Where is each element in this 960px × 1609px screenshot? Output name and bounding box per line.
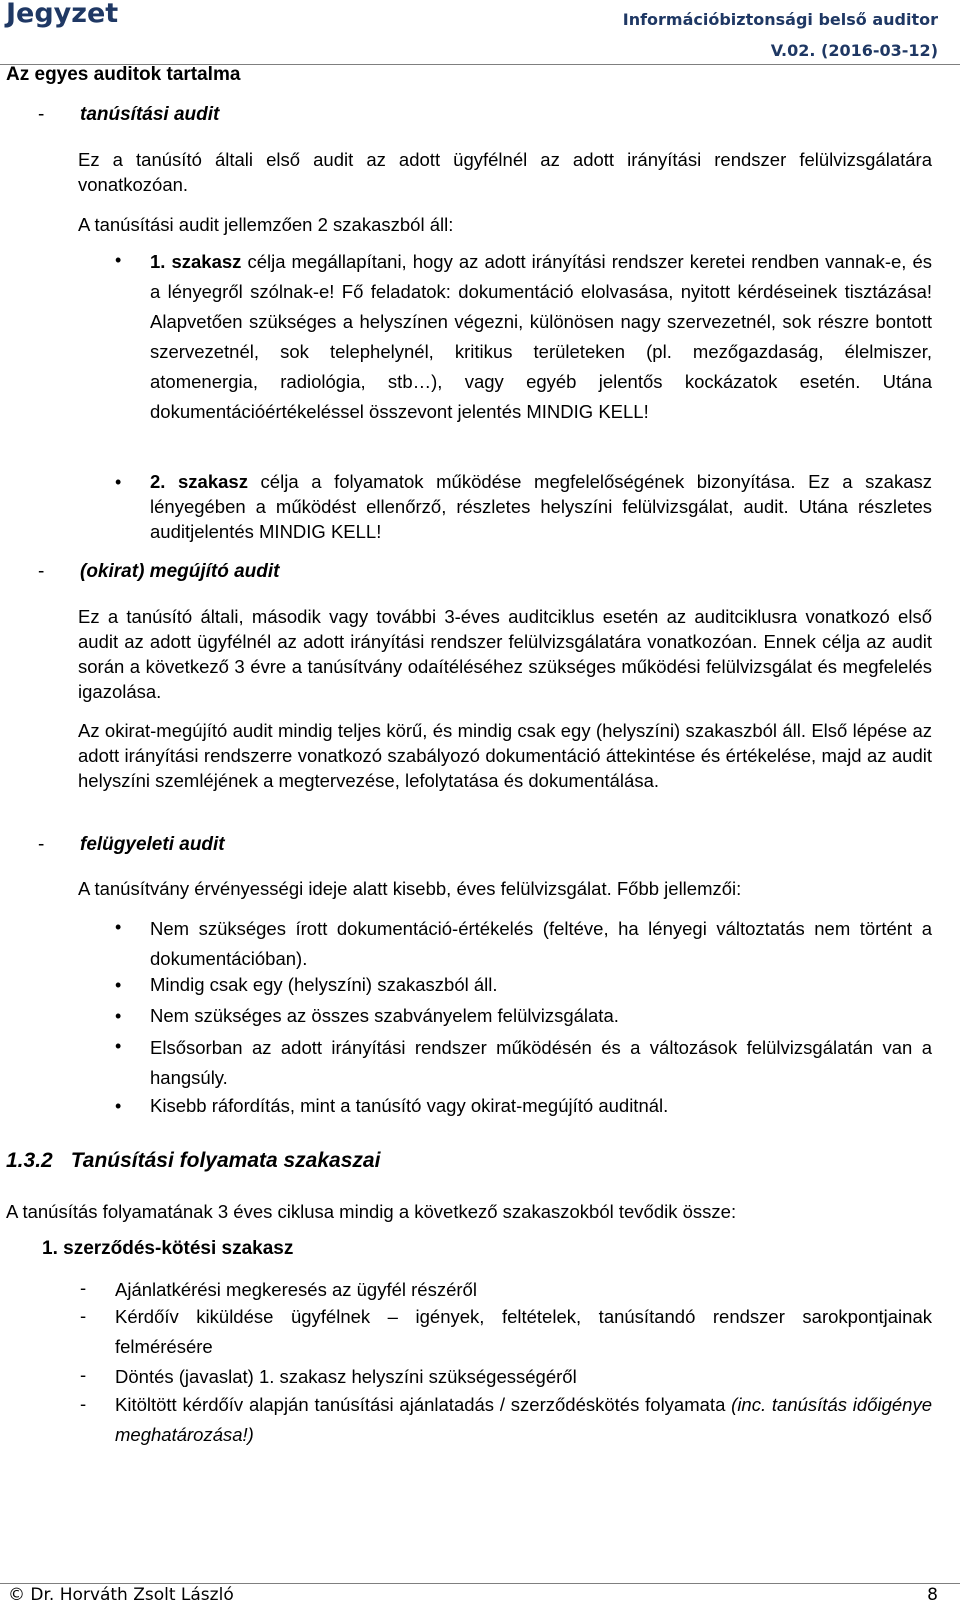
page-number: 8 — [927, 1585, 938, 1605]
dash-marker: - — [80, 1393, 87, 1414]
bullet-icon: • — [115, 250, 122, 270]
bullet-icon: • — [115, 1096, 122, 1116]
surveillance-item: Mindig csak egy (helyszíni) szakaszból áll. — [150, 974, 498, 995]
renewal-paragraph-2: Az okirat-megújító audit mindig teljes körű, és mindig csak egy (helyszíni) szakaszból áll. Első lépése az adott irányítási rendszerre vonatkozó szabályozó dokumentáció áttekintése és értékelése, majd az audit helyszíni szemléjének a megtervezése, lefolytatása és dokumentálása. — [78, 720, 932, 791]
document-subtitle: Információbiztonsági belső auditor — [622, 10, 938, 29]
heading-renewal-audit: - (okirat) megújító audit — [38, 561, 280, 582]
footer-divider — [0, 1583, 960, 1584]
surveillance-item: Elsősorban az adott irányítási rendszer működésén és a változások felülvizsgálatán van a hangsúly. — [150, 1037, 932, 1088]
renewal-paragraph-1: Ez a tanúsító általi, második vagy további 3-éves auditciklus esetén az auditciklusra vonatkozó első audit az adott ügyfélnél az adott irányítási rendszer felülvizsgálatára vonatkozóan. Ennek célja az audit során a következő 3 évre a tanúsítvány odaítéléséhez szükséges működési felülvizsgálat és megfelelés igazolása. — [78, 606, 932, 702]
stage2-description: 2. szakasz célja a folyamatok működése megfelelőségének bizonyítása. Ez a szakasz lényegében a működést ellenőrző, részletes helyszíni felülvizsgálat, audit. Utána részletes auditjelentés MINDIG KELL! — [150, 471, 932, 542]
surveillance-item: Nem szükséges írott dokumentáció-értékelés (feltéve, ha lényegi változtatás nem történt a dokumentációban). — [150, 918, 932, 969]
section-title: Az egyes auditok tartalma — [6, 64, 241, 85]
process-intro: A tanúsítás folyamatának 3 éves ciklusa mindig a következő szakaszokból tevődik össze: — [6, 1201, 737, 1222]
header-info — [623, 4, 938, 66]
dash-marker: - — [80, 1305, 87, 1326]
bullet-icon: • — [115, 472, 122, 492]
dash-marker: - — [80, 1364, 87, 1385]
process-step: Kitöltött kérdőív alapján tanúsítási ajánlatadás / szerződéskötés folyamata (inc. tanúsítás időigénye meghatározása!) — [115, 1394, 932, 1445]
process-step: Kérdőív kiküldése ügyfélnek – igények, feltételek, tanúsítandó rendszer sarokpontjainak felmérésére — [115, 1306, 932, 1357]
footer-author: © Dr. Horváth Zsolt László — [8, 1585, 234, 1605]
bullet-icon: • — [115, 975, 122, 995]
surveillance-item: Kisebb ráfordítás, mint a tanúsító vagy okirat-megújító auditnál. — [150, 1095, 669, 1116]
bullet-icon: • — [115, 917, 122, 937]
stage1-description: 1. szakasz célja megállapítani, hogy az adott irányítási rendszer keretei rendben vannak-e, és a lényegről szólnak-e! Fő feladatok: dokumentáció elolvasása, nyitott kérdéseinek tisztázása! Alapvetően szükséges a helyszínen végezni, különösen nagy szervezetnél, sok részre bontott szervezetnél, sok telephelynél, kritikus területeken (pl. mezőgazdaság, élelmiszer, atomenergia, radiológia, stb…), vagy egyéb jelentős kockázatok esetén. Utána dokumentációértékeléssel összevont jelentés MINDIG KELL! — [150, 251, 932, 422]
surveillance-item: Nem szükséges az összes szabványelem felülvizsgálata. — [150, 1005, 619, 1026]
section-heading-1-3-2: 1.3.2 Tanúsítási folyamata szakaszai — [6, 1149, 381, 1172]
process-step: Döntés (javaslat) 1. szakasz helyszíni szükségességéről — [115, 1366, 577, 1387]
surveillance-intro: A tanúsítvány érvényességi ideje alatt kisebb, éves felülvizsgálat. Főbb jellemzői: — [78, 878, 742, 899]
document-version: V.02. (2016-03-12) — [770, 41, 938, 60]
cert-intro: Ez a tanúsító általi első audit az adott ügyfélnél az adott irányítási rendszer felülvizsgálatára vonatkozóan. — [78, 149, 932, 195]
bullet-icon: • — [115, 1006, 122, 1026]
phase1-heading: 1. szerződés-kötési szakasz — [42, 1238, 294, 1259]
heading-certification-audit: - tanúsítási audit — [38, 104, 220, 125]
heading-surveillance-audit: - felügyeleti audit — [38, 834, 225, 855]
cert-stages-intro: A tanúsítási audit jellemzően 2 szakaszból áll: — [78, 214, 454, 235]
bullet-icon: • — [115, 1036, 122, 1056]
dash-marker: - — [80, 1277, 87, 1298]
process-step: Ajánlatkérési megkeresés az ügyfél részéről — [115, 1279, 477, 1300]
document-title: Jegyzet — [6, 0, 119, 29]
